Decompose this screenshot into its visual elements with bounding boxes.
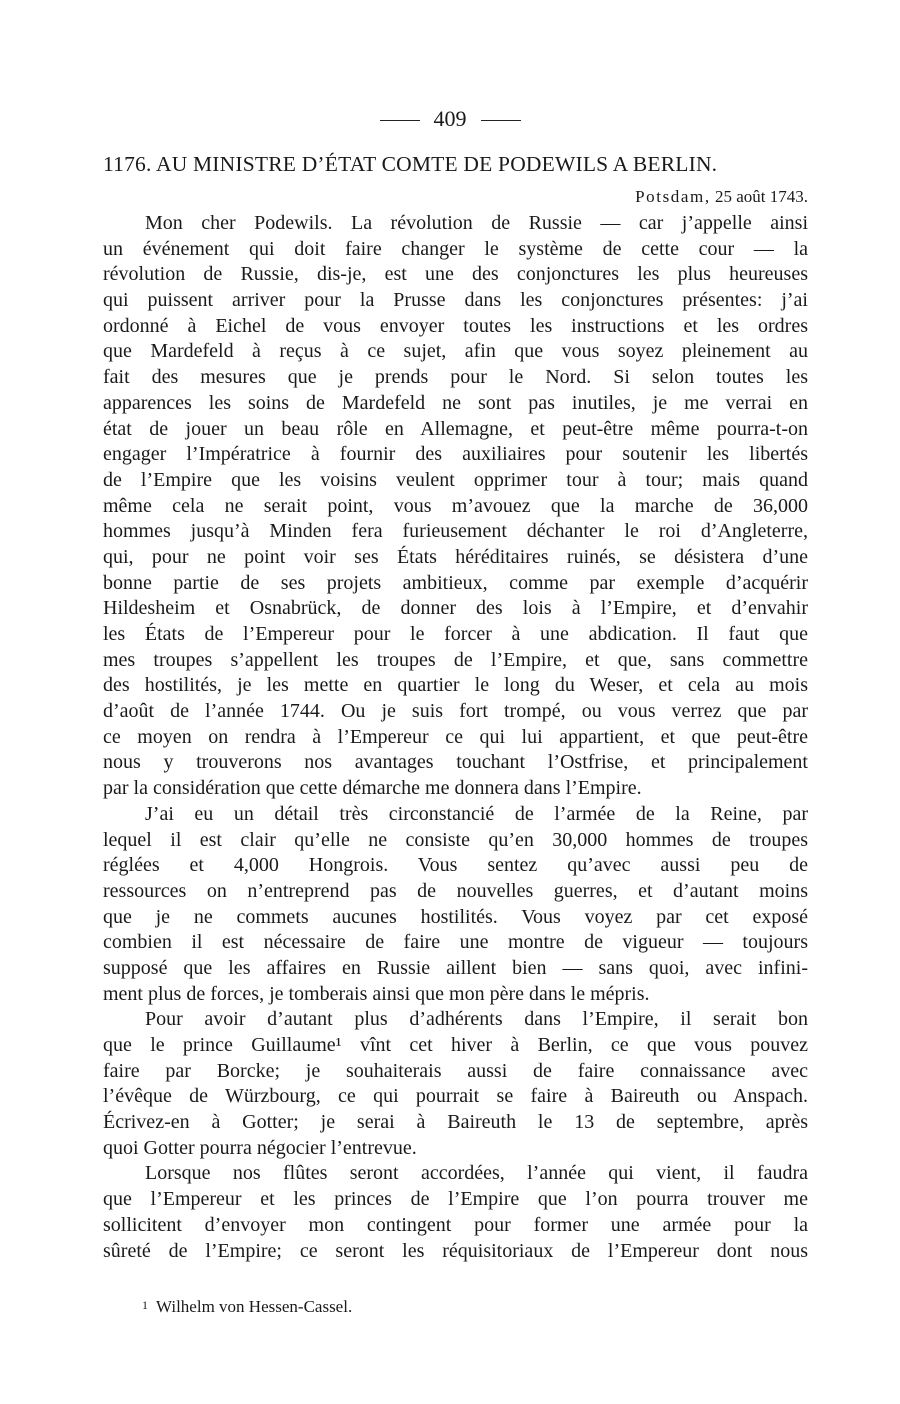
text-line: l’évêque de Würzbourg, ce qui pourrait se faire à Baireuth ou Anspach. (103, 1085, 808, 1108)
text-line: de l’Empire que les voisins veulent opprimer tour à tour; mais quand (103, 468, 808, 491)
text-line: les États de l’Empereur pour le forcer à une abdication. Il faut que (103, 623, 808, 645)
text-line: Écrivez-en à Gotter; je serai à Baireuth le 13 de septembre, après (103, 1111, 808, 1134)
paragraph (103, 211, 808, 802)
text-line: des hostilités, je les mette en quartier le long du Weser, et cela au mois (103, 674, 808, 697)
text-line: sûreté de l’Empire; ce seront les réquisitoriaux de l’Empereur dont nous (103, 1239, 808, 1262)
footnote-mark: 1 (142, 1298, 148, 1312)
dateline-place: Potsdam, (635, 187, 711, 206)
text-line: hommes jusqu’à Minden fera furieusement déchanter le roi d’Angleterre, (103, 520, 808, 543)
text-line: bonne partie de ses projets ambitieux, comme par exemple d’acquérir (103, 571, 808, 594)
text-line: qui puissent arriver pour la Prusse dans les conjonctures présentes: j’ai (103, 289, 808, 312)
text-line: J’ai eu un détail très circonstancié de l’armée de la Reine, par (145, 802, 808, 825)
footnote-text: Wilhelm von Hessen-Cassel. (156, 1297, 353, 1316)
text-line: que je ne commets aucunes hostilités. Vous voyez par cet exposé (103, 905, 808, 928)
text-line: ce moyen on rendra à l’Empereur ce qui lui appartient, et que peut-être (103, 725, 808, 748)
paragraph (103, 802, 808, 1008)
text-line: Hildesheim et Osnabrück, de donner des lois à l’Empire, et d’envahir (103, 597, 808, 620)
text-line: réglées et 4,000 Hongrois. Vous sentez qu’avec aussi peu de (103, 854, 808, 877)
text-line: Lorsque nos flûtes seront accordées, l’année qui vient, il faudra (145, 1162, 808, 1185)
text-line: mes troupes s’appellent les troupes de l’Empire, et que, sans commettre (103, 648, 808, 671)
page-number-text: 409 (433, 106, 467, 131)
text-line: Mon cher Podewils. La révolution de Russie — car j’appelle ainsi (145, 212, 808, 234)
letter-heading: 1176. AU MINISTRE D’ÉTAT COMTE DE PODEWILS A BERLIN. (103, 152, 718, 176)
footnote (142, 1294, 352, 1318)
text-line: combien il est nécessaire de faire une montre de vigueur — toujours (103, 931, 808, 954)
text-line: qui, pour ne point voir ses États héréditaires ruinés, se désistera d’une (103, 545, 808, 568)
page-number-dash-left (380, 120, 420, 121)
text-line: que l’Empereur et les princes de l’Empire que l’on pourra trouver me (103, 1188, 808, 1211)
text-line: sollicitent d’envoyer mon contingent pour former une armée pour la (103, 1213, 808, 1236)
text-line: que Mardefeld à reçus à ce sujet, afin que vous soyez pleinement au (103, 340, 808, 363)
text-line: ment plus de forces, je tomberais ainsi que mon père dans le mépris. (103, 982, 650, 1005)
dateline (103, 186, 808, 208)
paragraph (103, 1161, 808, 1264)
page-number-dash-right (481, 120, 521, 121)
text-line: ordonné à Eichel de vous envoyer toutes les instructions et les ordres (103, 314, 808, 337)
letter-body (103, 211, 808, 1264)
text-line: ressources on n’entreprend pas de nouvelles guerres, et d’autant moins (103, 879, 808, 902)
text-line: d’août de l’année 1744. Ou je suis fort trompé, ou vous verrez que par (103, 700, 808, 723)
dateline-date: 25 août 1743. (714, 187, 808, 206)
page-number (0, 106, 900, 132)
text-line: par la considération que cette démarche me donnera dans l’Empire. (103, 777, 642, 800)
text-line: engager l’Impératrice à fournir des auxiliaires pour soutenir les libertés (103, 443, 808, 466)
text-line: que le prince Guillaume¹ vînt cet hiver à Berlin, ce que vous pouvez (103, 1034, 808, 1056)
text-line: supposé que les affaires en Russie aillent bien — sans quoi, avec infini- (103, 956, 808, 979)
text-line: faire par Borcke; je souhaiterais aussi de faire connaissance avec (103, 1059, 808, 1082)
text-line: apparences les soins de Mardefeld ne sont pas inutiles, je me verrai en (103, 391, 808, 414)
text-line: nous y trouverons nos avantages touchant l’Ostfrise, et principalement (103, 751, 808, 774)
text-line: même cela ne serait point, vous m’avouez que la marche de 36,000 (103, 494, 808, 517)
text-line: fait des mesures que je prends pour le Nord. Si selon toutes les (103, 366, 808, 389)
text-line: révolution de Russie, dis-je, est une des conjonctures les plus heureuses (103, 263, 808, 286)
text-line: état de jouer un beau rôle en Allemagne, et peut-être même pourra-t-on (103, 417, 808, 440)
paragraph (103, 1007, 808, 1161)
text-line: Pour avoir d’autant plus d’adhérents dans l’Empire, il serait bon (145, 1008, 808, 1031)
text-line: lequel il est clair qu’elle ne consiste qu’en 30,000 hommes de troupes (103, 828, 808, 851)
text-line: un événement qui doit faire changer le système de cette cour — la (103, 237, 808, 260)
text-line: quoi Gotter pourra négocier l’entrevue. (103, 1136, 417, 1159)
